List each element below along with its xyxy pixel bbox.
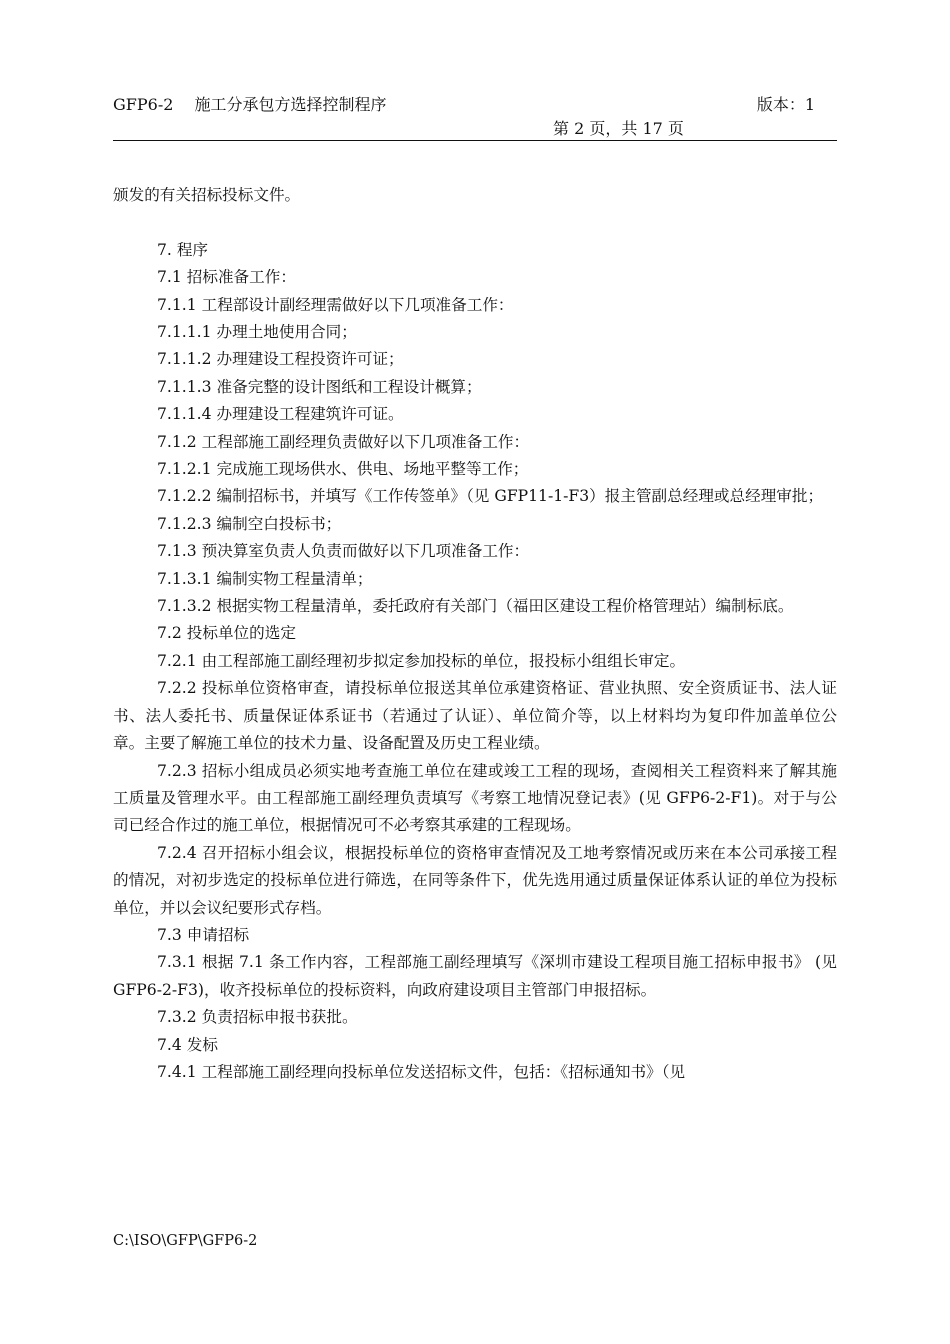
page-number: 第 2 页，共 17 页 [553,119,684,138]
page-header [113,92,837,141]
body-paragraph: 7.1 招标准备工作： [157,268,296,287]
body-paragraph: 7.3.1 根据 7.1 条工作内容，工程部施工副经理填写《深圳市建设工程项目施工招标申报书》 (见 GFP6-2-F3)，收齐投标单位的投标资料，向政府建设项目主管部门申报招标。 [113,953,837,999]
body-paragraph: 7.2.4 召开招标小组会议，根据投标单位的资格审查情况及工地考察情况或历来在本公司承接工程的情况，对初步选定的投标单位进行筛选，在同等条件下，优先选用通过质量保证体系认证的单位为投标单位，并以会议纪要形式存档。 [113,843,837,917]
body-paragraph: 7.1.3 预决算室负责人负责而做好以下几项准备工作： [157,542,530,561]
body-paragraph: 7.1.1.4 办理建设工程建筑许可证。 [157,405,404,424]
body-paragraph: 颁发的有关招标投标文件。 [113,186,301,204]
body-paragraph: 7.3 申请招标 [157,925,250,944]
file-path-footer: C:\ISO\GFP\GFP6-2 [113,1233,258,1249]
body-paragraph: 7.4 发标 [157,1035,218,1054]
body-paragraph: 7.1.1.3 准备完整的设计图纸和工程设计概算； [157,377,482,396]
body-paragraph: 7.1.1.1 办理土地使用合同； [157,323,357,342]
body-paragraph: 7.2.2 投标单位资格审查，请投标单位报送其单位承建资格证、营业执照、安全资质证书、法人证书、法人委托书、质量保证体系证书（若通过了认证）、单位简介等，以上材料均为复印件加盖单位公章。主要了解施工单位的技术力量、设备配置及历史工程业绩。 [113,679,837,753]
version-label: 版本：1 [756,95,815,114]
body-paragraph: 7.2.1 由工程部施工副经理初步拟定参加投标的单位，报投标小组组长审定。 [157,651,686,670]
body-paragraph: 7.2 投标单位的选定 [157,624,296,643]
body-paragraph: 7.1.1.2 办理建设工程投资许可证； [157,350,404,369]
body-paragraph: 7.1.2 工程部施工副经理负责做好以下几项准备工作： [157,432,530,451]
body-paragraph: 7.1.3.1 编制实物工程量清单； [157,569,373,588]
document-body [113,182,837,1086]
body-paragraph: 7.2.3 招标小组成员必须实地考查施工单位在建或竣工工程的现场，查阅相关工程资料来了解其施工质量及管理水平。由工程部施工副经理负责填写《考察工地情况登记表》(见 GFP6-2-F1)。对于与公司已经合作过的施工单位，根据情况可不必考察其承建的工程现场。 [113,761,837,835]
paragraph-gap [113,209,837,236]
body-paragraph: 7.4.1 工程部施工副经理向投标单位发送招标文件，包括：《招标通知书》（见 [157,1062,686,1081]
body-paragraph: 7.1.2.2 编制招标书，并填写《工作传签单》（见 GFP11-1-F3）报主管副总经理或总经理审批； [157,487,824,506]
body-paragraph: 7.3.2 负责招标申报书获批。 [157,1008,358,1027]
body-paragraph: 7.1.2.3 编制空白投标书； [157,514,342,533]
body-paragraph: 7. 程序 [157,240,209,259]
body-paragraph: 7.1.1 工程部设计副经理需做好以下几项准备工作： [157,295,514,314]
body-paragraph: 7.1.3.2 根据实物工程量清单，委托政府有关部门（福田区建设工程价格管理站）编制标底。 [157,597,794,616]
body-paragraph: 7.1.2.1 完成施工现场供水、供电、场地平整等工作； [157,460,529,479]
document-title: GFP6-2 施工分承包方选择控制程序 [113,95,387,114]
